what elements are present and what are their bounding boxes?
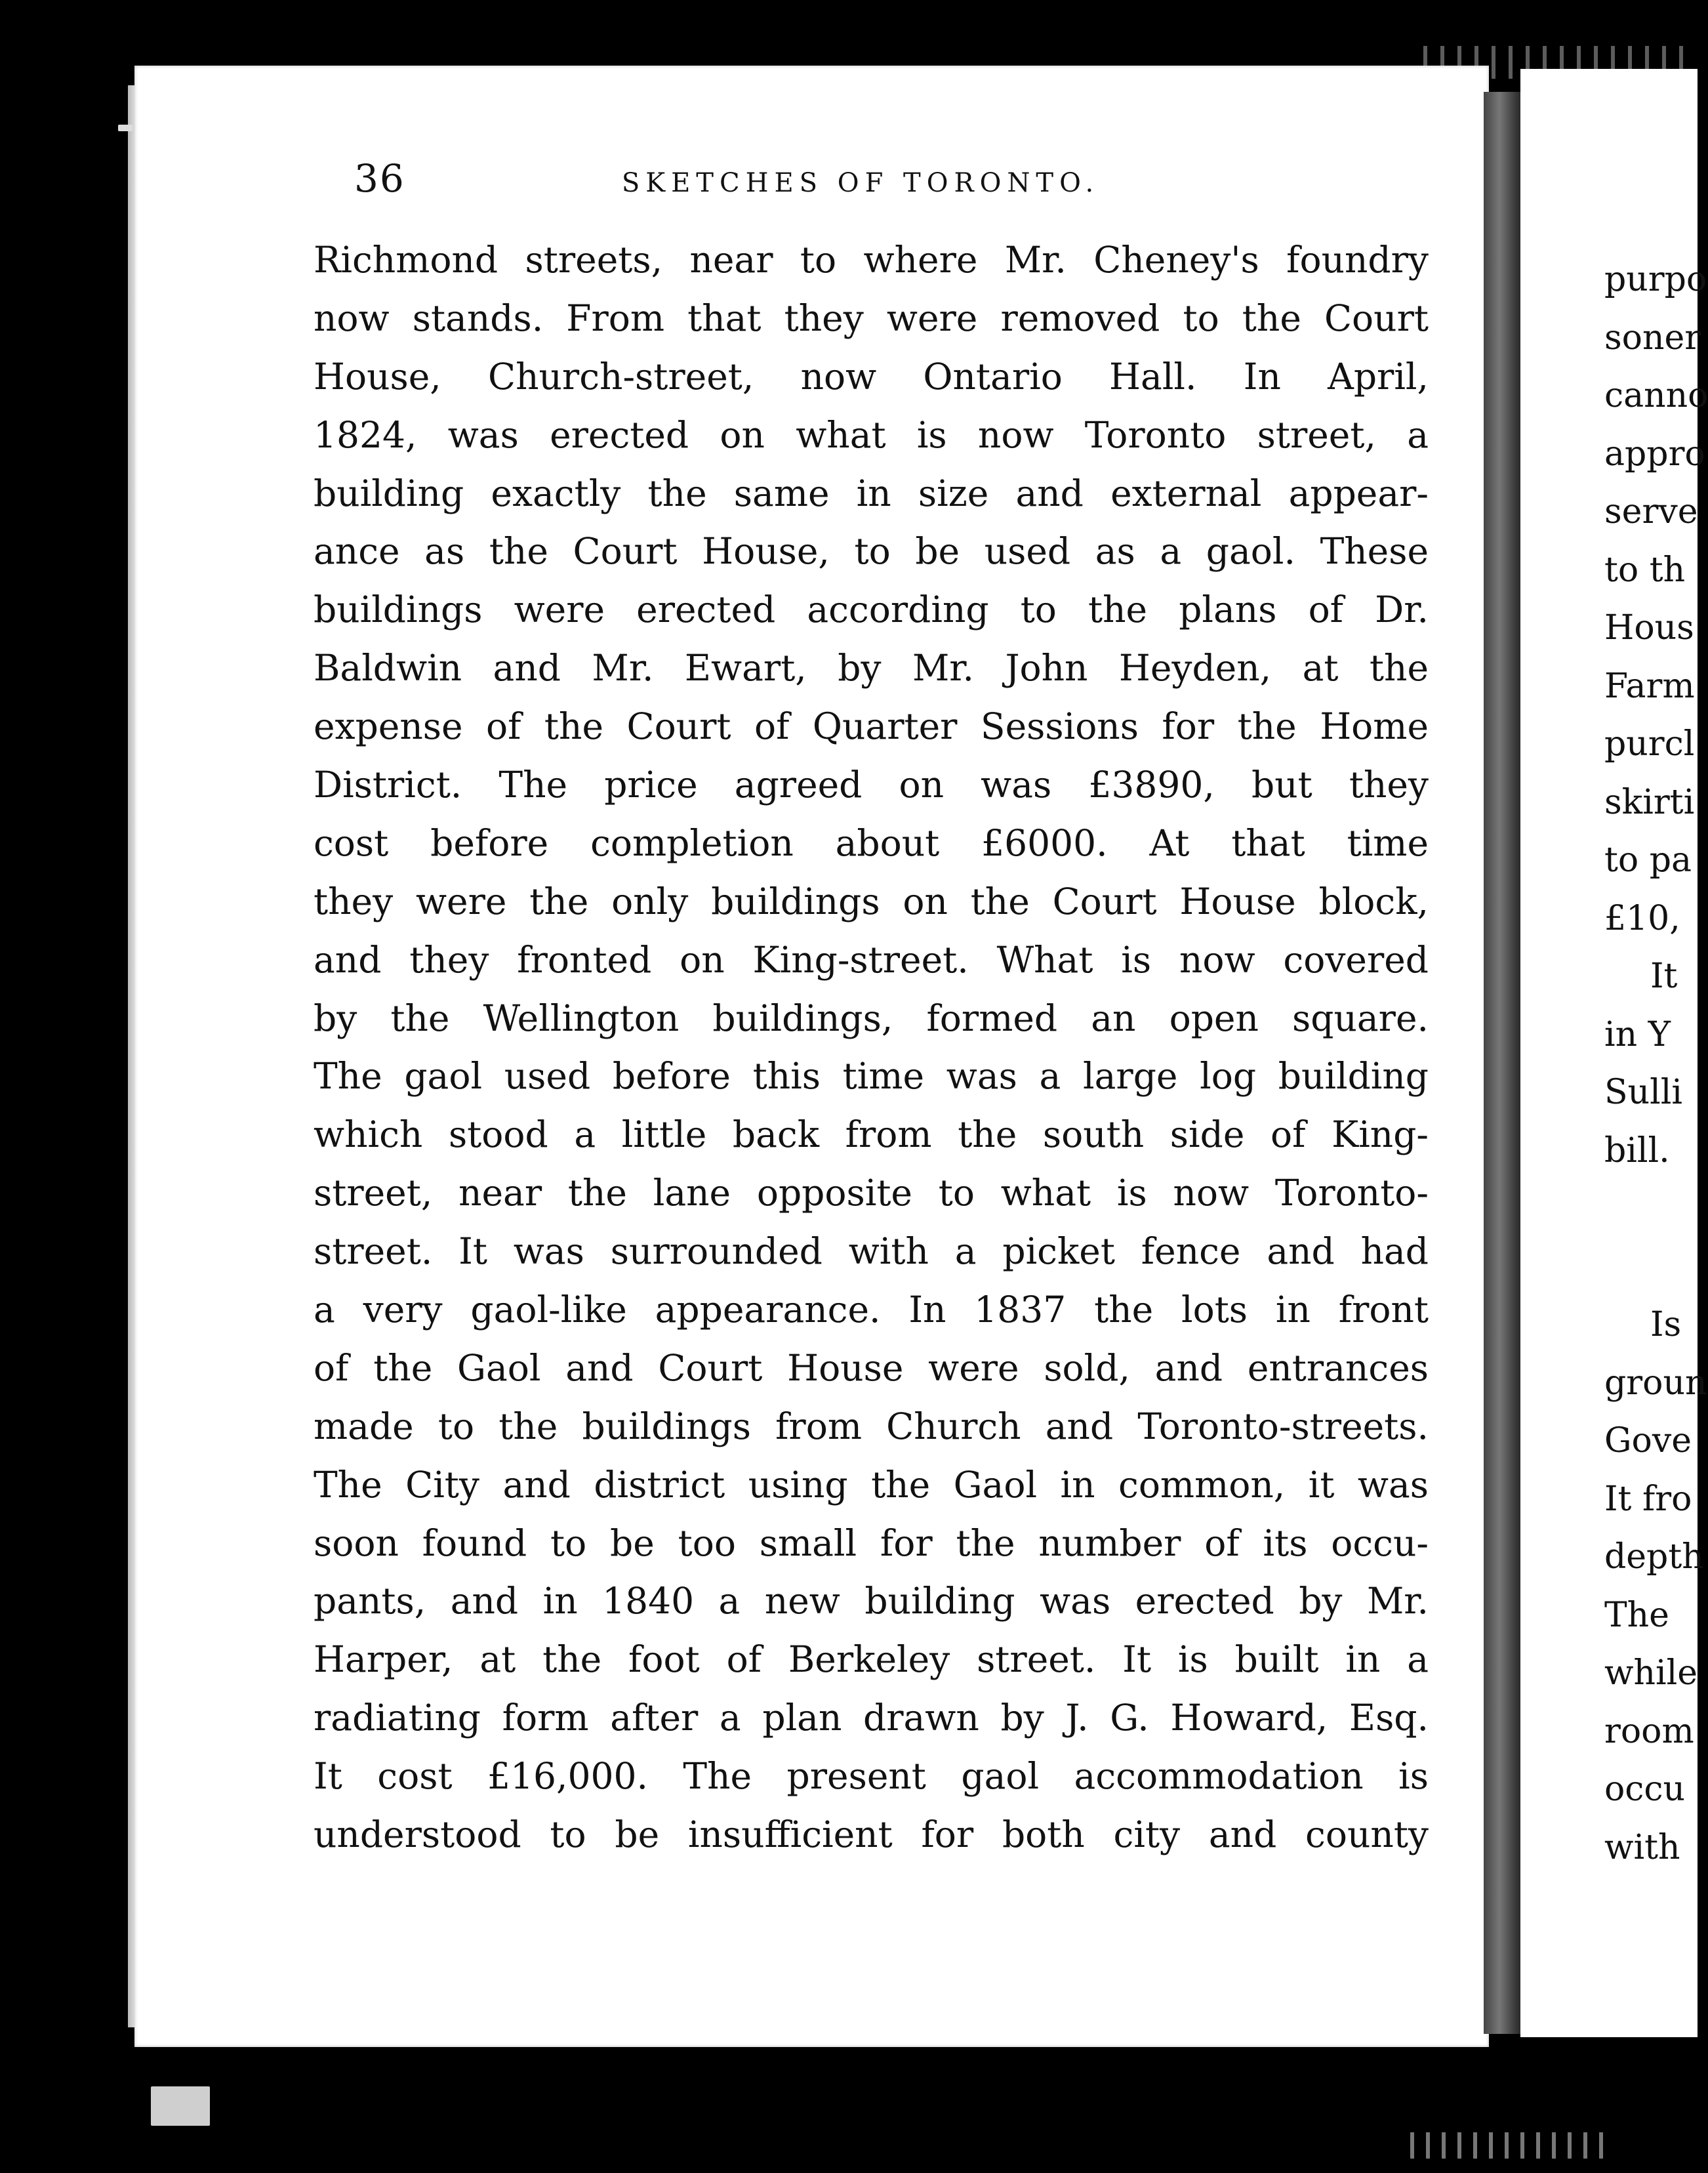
text-fragment: purpo bbox=[1604, 260, 1707, 299]
text-fragment: while bbox=[1604, 1653, 1698, 1693]
text-line: and they fronted on King-street. What is now covered bbox=[314, 938, 1429, 981]
text-line: Richmond streets, near to where Mr. Cheney's foundry bbox=[314, 239, 1429, 281]
text-line: 1824, was erected on what is now Toronto street, a bbox=[314, 413, 1429, 456]
text-fragment: Farm bbox=[1604, 666, 1695, 706]
text-fragment: room bbox=[1604, 1711, 1694, 1751]
text-line: street. It was surrounded with a picket fence and had bbox=[314, 1230, 1429, 1273]
text-fragment: appro bbox=[1604, 434, 1705, 474]
text-line: now stands. From that they were removed to the Court bbox=[314, 297, 1429, 339]
text-line: cost before completion about £6000. At that time bbox=[314, 821, 1429, 864]
text-fragment: depth bbox=[1604, 1537, 1704, 1577]
text-line: The City and district using the Gaol in common, it was bbox=[314, 1463, 1429, 1506]
page-edge-marks-bottom bbox=[1410, 2132, 1607, 2159]
text-line: they were the only buildings on the Court House block, bbox=[314, 880, 1429, 922]
text-line: pants, and in 1840 a new building was erected by Mr. bbox=[314, 1580, 1429, 1623]
section-gap bbox=[1604, 1180, 1703, 1296]
text-line: by the Wellington buildings, formed an open square. bbox=[314, 997, 1429, 1039]
text-fragment: in Y bbox=[1604, 1014, 1671, 1054]
text-line: The gaol used before this time was a large log building bbox=[314, 1055, 1429, 1098]
text-line: made to the buildings from Church and Toronto-streets. bbox=[314, 1405, 1429, 1447]
text-fragment: groun bbox=[1604, 1363, 1707, 1403]
text-line: ance as the Court House, to be used as a gaol. These bbox=[314, 530, 1429, 573]
running-head bbox=[354, 156, 1404, 209]
text-line: District. The price agreed on was £3890, but they bbox=[314, 764, 1429, 806]
text-fragment: Hous bbox=[1604, 608, 1694, 648]
text-fragment: bill. bbox=[1604, 1130, 1670, 1170]
text-line: buildings were erected according to the plans of Dr. bbox=[314, 589, 1429, 631]
scan-speck bbox=[118, 125, 132, 131]
text-line: which stood a little back from the south side of King- bbox=[314, 1113, 1429, 1156]
text-fragment: £10, bbox=[1604, 898, 1680, 938]
text-fragment: soner bbox=[1604, 318, 1701, 358]
text-line: It cost £16,000. The present gaol accommodation is bbox=[314, 1755, 1429, 1798]
text-fragment: It bbox=[1650, 957, 1678, 996]
text-fragment: The bbox=[1604, 1595, 1669, 1635]
text-line: a very gaol-like appearance. In 1837 the lots in front bbox=[314, 1289, 1429, 1331]
text-line: House, Church-street, now Ontario Hall. In April, bbox=[314, 355, 1429, 398]
text-fragment: purcl bbox=[1604, 724, 1695, 764]
text-line: building exactly the same in size and external appear- bbox=[314, 472, 1429, 514]
text-line: street, near the lane opposite to what is now Toronto- bbox=[314, 1172, 1429, 1214]
text-fragment: canno bbox=[1604, 376, 1708, 415]
text-fragment: to th bbox=[1604, 550, 1686, 590]
text-line: expense of the Court of Quarter Sessions for the Home bbox=[314, 705, 1429, 748]
text-fragment: occu bbox=[1604, 1769, 1686, 1809]
text-line: Baldwin and Mr. Ewart, by Mr. John Heyden, at the bbox=[314, 647, 1429, 690]
scan-speck bbox=[151, 2086, 210, 2126]
text-fragment: Is bbox=[1650, 1305, 1682, 1344]
text-line: Harper, at the foot of Berkeley street. It is built in a bbox=[314, 1638, 1429, 1681]
page-number: 36 bbox=[354, 156, 405, 201]
text-fragment: with bbox=[1604, 1827, 1680, 1867]
running-title: SKETCHES OF TORONTO. bbox=[621, 168, 1100, 198]
text-fragment: serve bbox=[1604, 492, 1698, 531]
right-page-text bbox=[1604, 251, 1708, 1876]
text-fragment: to pa bbox=[1604, 840, 1692, 880]
text-fragment: Gove bbox=[1604, 1421, 1692, 1460]
text-line: of the Gaol and Court House were sold, and entrances bbox=[314, 1346, 1429, 1389]
text-fragment: Sulli bbox=[1604, 1073, 1683, 1112]
book-gutter bbox=[1484, 92, 1523, 2034]
text-line: understood to be insufficient for both city and county bbox=[314, 1813, 1429, 1856]
text-fragment: skirti bbox=[1604, 782, 1695, 822]
text-line: radiating form after a plan drawn by J. G. Howard, Esq. bbox=[314, 1697, 1429, 1739]
text-fragment: It fro bbox=[1604, 1479, 1692, 1519]
text-line: soon found to be too small for the number of its occu- bbox=[314, 1521, 1429, 1564]
body-text bbox=[314, 231, 1429, 1864]
